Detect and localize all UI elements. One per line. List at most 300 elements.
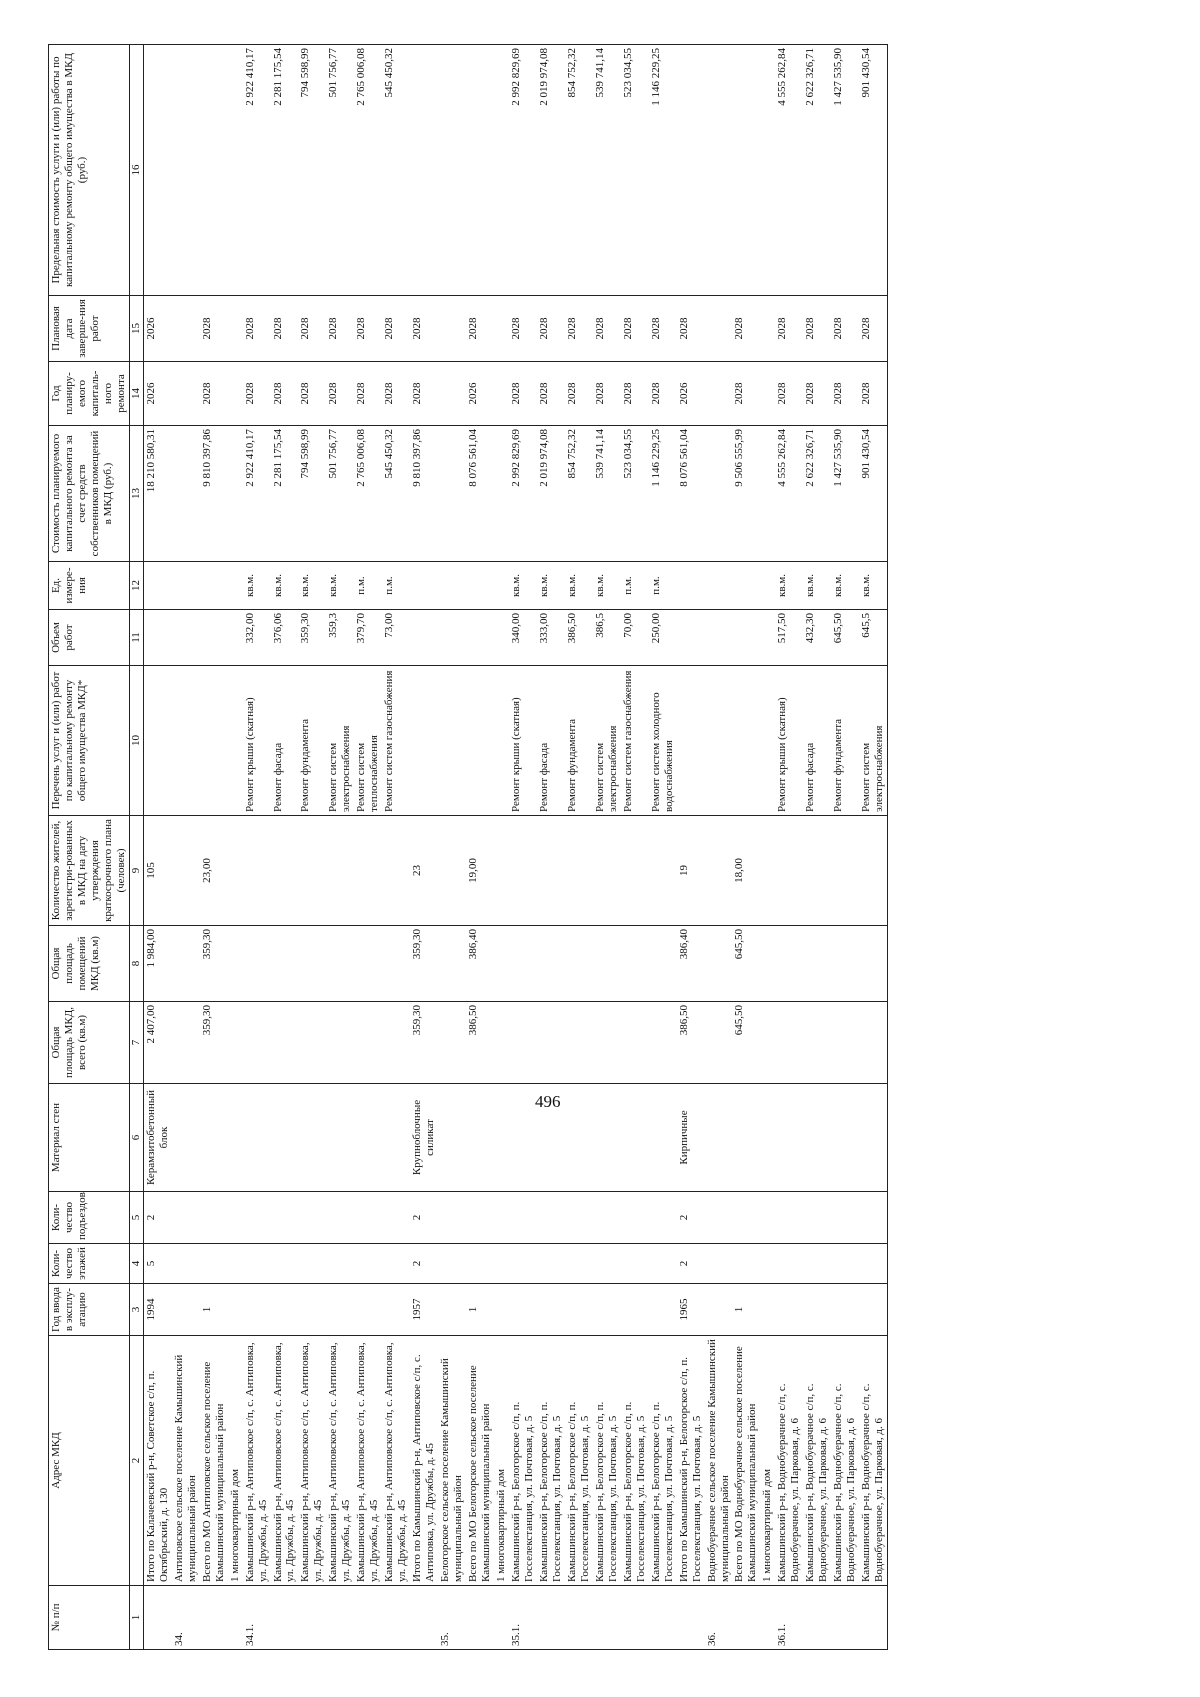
residents-cell	[593, 816, 621, 926]
wall-material-cell	[831, 1084, 859, 1192]
total-area-cell: 2 407,00	[143, 1002, 171, 1084]
table-row	[228, 45, 243, 1650]
residents-cell	[705, 816, 733, 926]
entrances-cell	[271, 1192, 299, 1244]
row-number-cell	[354, 1586, 382, 1650]
premises-area-cell	[243, 926, 271, 1002]
residents-cell	[298, 816, 326, 926]
unit-cell: кв.м.	[803, 562, 831, 610]
row-number-cell	[859, 1586, 887, 1650]
planned-cost-cell: 539 741,14	[593, 426, 621, 562]
entrances-cell	[565, 1192, 593, 1244]
address-cell: Камышинский р-н, Антиповское с/п, с. Антиповка, ул. Дружбы, д. 45	[326, 1336, 354, 1586]
floors-cell	[271, 1244, 299, 1284]
header-cell: Коли-чество этажей	[49, 1244, 130, 1284]
table-row	[410, 45, 438, 1650]
work-volume-cell	[143, 610, 171, 666]
unit-cell: кв.м.	[831, 562, 859, 610]
year-built-cell	[494, 1284, 509, 1336]
row-number-cell: 36.1.	[775, 1586, 803, 1650]
row-number-cell	[831, 1586, 859, 1650]
repair-year-cell: 2026	[143, 362, 171, 426]
wall-material-cell	[200, 1084, 228, 1192]
repair-year-cell: 2028	[732, 362, 760, 426]
work-type-cell	[228, 666, 243, 816]
unit-cell: кв.м.	[243, 562, 271, 610]
total-area-cell	[859, 1002, 887, 1084]
completion-date-cell: 2028	[354, 296, 382, 362]
max-cost-cell	[732, 45, 760, 296]
row-number-cell	[326, 1586, 354, 1650]
planned-cost-cell: 2 922 410,17	[243, 426, 271, 562]
premises-area-cell	[271, 926, 299, 1002]
planned-cost-cell: 2 019 974,08	[537, 426, 565, 562]
residents-cell: 19	[677, 816, 705, 926]
row-number-cell	[200, 1586, 228, 1650]
floors-cell	[621, 1244, 649, 1284]
planned-cost-cell	[438, 426, 466, 562]
table-row	[537, 45, 565, 1650]
year-built-cell	[621, 1284, 649, 1336]
residents-cell	[537, 816, 565, 926]
max-cost-cell: 539 741,14	[593, 45, 621, 296]
work-type-cell	[677, 666, 705, 816]
unit-cell	[200, 562, 228, 610]
total-area-cell	[621, 1002, 649, 1084]
unit-cell: п.м.	[621, 562, 649, 610]
work-type-cell	[172, 666, 200, 816]
premises-area-cell	[775, 926, 803, 1002]
floors-cell	[732, 1244, 760, 1284]
planned-cost-cell: 854 752,32	[565, 426, 593, 562]
premises-area-cell	[831, 926, 859, 1002]
header-cell: Предельная стоимость услуги и (или) работы по капитальному ремонту общего имущества в МКД (руб.)	[49, 45, 130, 296]
unit-cell: кв.м.	[593, 562, 621, 610]
premises-area-cell	[621, 926, 649, 1002]
year-built-cell	[271, 1284, 299, 1336]
row-number-cell	[143, 1586, 171, 1650]
unit-cell	[143, 562, 171, 610]
floors-cell	[831, 1244, 859, 1284]
residents-cell	[243, 816, 271, 926]
entrances-cell	[326, 1192, 354, 1244]
total-area-cell	[509, 1002, 537, 1084]
year-built-cell	[243, 1284, 271, 1336]
work-type-cell	[143, 666, 171, 816]
address-cell: Белогорское сельское поселение Камышинский муниципальный район	[438, 1336, 466, 1586]
total-area-cell	[243, 1002, 271, 1084]
table-row	[438, 45, 466, 1650]
floors-cell	[494, 1244, 509, 1284]
max-cost-cell	[705, 45, 733, 296]
max-cost-cell	[494, 45, 509, 296]
year-built-cell	[859, 1284, 887, 1336]
work-volume-cell: 359,30	[298, 610, 326, 666]
planned-cost-cell: 9 810 397,86	[200, 426, 228, 562]
row-number-cell	[677, 1586, 705, 1650]
row-number-cell	[803, 1586, 831, 1650]
total-area-cell	[649, 1002, 677, 1084]
wall-material-cell	[859, 1084, 887, 1192]
total-area-cell: 386,50	[466, 1002, 494, 1084]
column-number: 9	[129, 816, 143, 926]
total-area-cell	[775, 1002, 803, 1084]
floors-cell	[859, 1244, 887, 1284]
row-number-cell	[466, 1586, 494, 1650]
entrances-cell	[803, 1192, 831, 1244]
row-number-cell	[298, 1586, 326, 1650]
header-cell: Ед. измере-ния	[49, 562, 130, 610]
completion-date-cell: 2028	[593, 296, 621, 362]
premises-area-cell	[509, 926, 537, 1002]
address-cell: Камышинский р-н, Воднобуерачное с/п, с. Воднобуерачное, ул. Парковая, д. 6	[803, 1336, 831, 1586]
total-area-cell	[271, 1002, 299, 1084]
planned-cost-cell: 501 756,77	[326, 426, 354, 562]
total-area-cell	[382, 1002, 410, 1084]
completion-date-cell	[228, 296, 243, 362]
repair-year-cell: 2028	[271, 362, 299, 426]
address-cell: Камышинский р-н, Белогорское с/п, п. Госселекстанция, ул. Почтовая, д. 5	[509, 1336, 537, 1586]
year-built-cell	[228, 1284, 243, 1336]
max-cost-cell: 854 752,32	[565, 45, 593, 296]
year-built-cell: 1	[732, 1284, 760, 1336]
planned-cost-cell: 9 506 555,99	[732, 426, 760, 562]
max-cost-cell	[228, 45, 243, 296]
wall-material-cell	[466, 1084, 494, 1192]
work-volume-cell: 376,06	[271, 610, 299, 666]
max-cost-cell: 2 281 175,54	[271, 45, 299, 296]
completion-date-cell: 2028	[831, 296, 859, 362]
work-type-cell: Ремонт крыши (скатная)	[243, 666, 271, 816]
residents-cell	[382, 816, 410, 926]
premises-area-cell	[228, 926, 243, 1002]
year-built-cell: 1994	[143, 1284, 171, 1336]
floors-cell	[228, 1244, 243, 1284]
floors-cell	[298, 1244, 326, 1284]
residents-cell	[760, 816, 775, 926]
address-cell: Камышинский р-н, Белогорское с/п, п. Госселекстанция, ул. Почтовая, д. 5	[565, 1336, 593, 1586]
floors-cell	[509, 1244, 537, 1284]
entrances-cell	[649, 1192, 677, 1244]
row-number-cell: 35.	[438, 1586, 466, 1650]
address-cell: Всего по МО Антиповское сельское поселение Камышинский муниципальный район	[200, 1336, 228, 1586]
residents-cell	[271, 816, 299, 926]
unit-cell: кв.м.	[509, 562, 537, 610]
wall-material-cell	[382, 1084, 410, 1192]
table-row	[494, 45, 509, 1650]
residents-cell	[354, 816, 382, 926]
work-volume-cell: 379,70	[354, 610, 382, 666]
completion-date-cell: 2028	[649, 296, 677, 362]
residents-cell: 23,00	[200, 816, 228, 926]
work-volume-cell: 386,50	[565, 610, 593, 666]
unit-cell: п.м.	[354, 562, 382, 610]
total-area-cell	[803, 1002, 831, 1084]
column-number: 15	[129, 296, 143, 362]
work-type-cell: Ремонт крыши (скатная)	[509, 666, 537, 816]
floors-cell: 5	[143, 1244, 171, 1284]
work-volume-cell	[494, 610, 509, 666]
header-cell: Материал стен	[49, 1084, 130, 1192]
total-area-cell: 386,50	[677, 1002, 705, 1084]
planned-cost-cell: 8 076 561,04	[677, 426, 705, 562]
wall-material-cell	[803, 1084, 831, 1192]
repair-year-cell: 2028	[243, 362, 271, 426]
floors-cell	[775, 1244, 803, 1284]
year-built-cell	[298, 1284, 326, 1336]
work-volume-cell	[410, 610, 438, 666]
entrances-cell	[243, 1192, 271, 1244]
year-built-cell	[172, 1284, 200, 1336]
work-type-cell: Ремонт фасада	[537, 666, 565, 816]
repair-year-cell: 2028	[537, 362, 565, 426]
year-built-cell: 1	[466, 1284, 494, 1336]
max-cost-cell: 2 922 410,17	[243, 45, 271, 296]
wall-material-cell	[775, 1084, 803, 1192]
column-number: 5	[129, 1192, 143, 1244]
premises-area-cell	[298, 926, 326, 1002]
completion-date-cell: 2028	[775, 296, 803, 362]
premises-area-cell	[382, 926, 410, 1002]
work-type-cell: Ремонт фасада	[803, 666, 831, 816]
total-area-cell: 359,30	[410, 1002, 438, 1084]
entrances-cell	[621, 1192, 649, 1244]
repair-year-cell: 2028	[649, 362, 677, 426]
premises-area-cell	[649, 926, 677, 1002]
unit-cell: кв.м.	[537, 562, 565, 610]
total-area-cell	[831, 1002, 859, 1084]
work-volume-cell: 645,50	[831, 610, 859, 666]
year-built-cell: 1	[200, 1284, 228, 1336]
work-type-cell: Ремонт фундамента	[831, 666, 859, 816]
planned-cost-cell: 1 146 229,25	[649, 426, 677, 562]
residents-cell	[509, 816, 537, 926]
address-cell: Камышинский р-н, Антиповское с/п, с. Антиповка, ул. Дружбы, д. 45	[382, 1336, 410, 1586]
planned-cost-cell: 18 210 580,31	[143, 426, 171, 562]
year-built-cell	[326, 1284, 354, 1336]
planned-cost-cell: 2 765 006,08	[354, 426, 382, 562]
unit-cell	[494, 562, 509, 610]
premises-area-cell: 386,40	[677, 926, 705, 1002]
year-built-cell	[775, 1284, 803, 1336]
year-built-cell	[354, 1284, 382, 1336]
entrances-cell	[859, 1192, 887, 1244]
table-row	[509, 45, 537, 1650]
work-type-cell: Ремонт фасада	[271, 666, 299, 816]
entrances-cell	[298, 1192, 326, 1244]
planned-cost-cell: 9 810 397,86	[410, 426, 438, 562]
max-cost-cell: 2 992 829,69	[509, 45, 537, 296]
floors-cell: 2	[410, 1244, 438, 1284]
entrances-cell: 2	[143, 1192, 171, 1244]
work-type-cell	[705, 666, 733, 816]
table-row	[565, 45, 593, 1650]
completion-date-cell: 2028	[803, 296, 831, 362]
repair-year-cell: 2026	[677, 362, 705, 426]
header-cell: Коли-чество подъездов	[49, 1192, 130, 1244]
total-area-cell	[537, 1002, 565, 1084]
entrances-cell	[593, 1192, 621, 1244]
total-area-cell	[172, 1002, 200, 1084]
repair-year-cell: 2028	[593, 362, 621, 426]
unit-cell: п.м.	[649, 562, 677, 610]
wall-material-cell	[243, 1084, 271, 1192]
work-volume-cell: 359,3	[326, 610, 354, 666]
repair-year-cell: 2028	[298, 362, 326, 426]
address-cell: 1 многоквартирный дом	[760, 1336, 775, 1586]
work-volume-cell: 386,5	[593, 610, 621, 666]
floors-cell	[382, 1244, 410, 1284]
repair-year-cell: 2028	[831, 362, 859, 426]
entrances-cell	[509, 1192, 537, 1244]
total-area-cell	[298, 1002, 326, 1084]
table-row	[326, 45, 354, 1650]
floors-cell	[565, 1244, 593, 1284]
column-number: 2	[129, 1336, 143, 1586]
address-cell: Воднобуерачное сельское поселение Камышинский муниципальный район	[705, 1336, 733, 1586]
unit-cell	[705, 562, 733, 610]
entrances-cell	[732, 1192, 760, 1244]
table-row	[298, 45, 326, 1650]
completion-date-cell: 2028	[677, 296, 705, 362]
work-type-cell	[466, 666, 494, 816]
capital-repair-table	[48, 44, 888, 1650]
table-row	[775, 45, 803, 1650]
repair-year-cell: 2028	[859, 362, 887, 426]
completion-date-cell: 2026	[143, 296, 171, 362]
completion-date-cell: 2028	[565, 296, 593, 362]
header-cell: № п/п	[49, 1586, 130, 1650]
residents-cell: 18,00	[732, 816, 760, 926]
column-number: 7	[129, 1002, 143, 1084]
floors-cell	[537, 1244, 565, 1284]
residents-cell: 105	[143, 816, 171, 926]
row-number-cell	[732, 1586, 760, 1650]
work-type-cell: Ремонт систем электроснабжения	[326, 666, 354, 816]
row-number-cell	[228, 1586, 243, 1650]
repair-year-cell	[228, 362, 243, 426]
repair-year-cell: 2028	[621, 362, 649, 426]
completion-date-cell: 2028	[200, 296, 228, 362]
residents-cell	[565, 816, 593, 926]
address-cell: Камышинский р-н, Белогорское с/п, п. Госселекстанция, ул. Почтовая, д. 5	[593, 1336, 621, 1586]
entrances-cell	[466, 1192, 494, 1244]
residents-cell: 23	[410, 816, 438, 926]
residents-cell	[172, 816, 200, 926]
unit-cell	[410, 562, 438, 610]
repair-year-cell: 2028	[803, 362, 831, 426]
completion-date-cell	[760, 296, 775, 362]
year-built-cell	[649, 1284, 677, 1336]
entrances-cell: 2	[677, 1192, 705, 1244]
table-row	[760, 45, 775, 1650]
column-number: 10	[129, 666, 143, 816]
floors-cell	[760, 1244, 775, 1284]
address-cell: Камышинский р-н, Воднобуерачное с/п, с. Воднобуерачное, ул. Парковая, д. 6	[859, 1336, 887, 1586]
column-number: 8	[129, 926, 143, 1002]
work-type-cell: Ремонт фундамента	[565, 666, 593, 816]
address-cell: Камышинский р-н, Воднобуерачное с/п, с. Воднобуерачное, ул. Парковая, д. 6	[831, 1336, 859, 1586]
repair-year-cell	[760, 362, 775, 426]
year-built-cell	[537, 1284, 565, 1336]
work-volume-cell: 517,50	[775, 610, 803, 666]
work-type-cell	[438, 666, 466, 816]
table-row	[859, 45, 887, 1650]
work-type-cell	[200, 666, 228, 816]
unit-cell: кв.м.	[775, 562, 803, 610]
work-type-cell: Ремонт систем газоснабжения	[382, 666, 410, 816]
total-area-cell: 359,30	[200, 1002, 228, 1084]
planned-cost-cell: 794 598,99	[298, 426, 326, 562]
repair-year-cell	[494, 362, 509, 426]
residents-cell	[228, 816, 243, 926]
address-cell: Камышинский р-н, Антиповское с/п, с. Антиповка, ул. Дружбы, д. 45	[243, 1336, 271, 1586]
max-cost-cell: 545 450,32	[382, 45, 410, 296]
wall-material-cell	[509, 1084, 537, 1192]
year-built-cell	[760, 1284, 775, 1336]
table-row	[649, 45, 677, 1650]
premises-area-cell	[537, 926, 565, 1002]
column-number: 6	[129, 1084, 143, 1192]
entrances-cell	[494, 1192, 509, 1244]
max-cost-cell: 523 034,55	[621, 45, 649, 296]
table-row	[271, 45, 299, 1650]
header-cell: Объем работ	[49, 610, 130, 666]
table-row	[466, 45, 494, 1650]
completion-date-cell: 2028	[243, 296, 271, 362]
floors-cell: 2	[677, 1244, 705, 1284]
premises-area-cell: 359,30	[410, 926, 438, 1002]
wall-material-cell	[494, 1084, 509, 1192]
wall-material-cell	[326, 1084, 354, 1192]
repair-year-cell	[705, 362, 733, 426]
floors-cell	[466, 1244, 494, 1284]
max-cost-cell: 2 019 974,08	[537, 45, 565, 296]
table-row	[143, 45, 171, 1650]
work-volume-cell	[732, 610, 760, 666]
wall-material-cell: Крупноблочные силикат	[410, 1084, 438, 1192]
work-volume-cell: 333,00	[537, 610, 565, 666]
repair-year-cell: 2028	[410, 362, 438, 426]
entrances-cell: 2	[410, 1192, 438, 1244]
planned-cost-cell: 2 281 175,54	[271, 426, 299, 562]
unit-cell	[172, 562, 200, 610]
work-volume-cell	[705, 610, 733, 666]
column-number: 11	[129, 610, 143, 666]
premises-area-cell: 645,50	[732, 926, 760, 1002]
planned-cost-cell: 4 555 262,84	[775, 426, 803, 562]
max-cost-cell: 2 622 326,71	[803, 45, 831, 296]
wall-material-cell	[298, 1084, 326, 1192]
repair-year-cell	[438, 362, 466, 426]
table-row	[621, 45, 649, 1650]
repair-year-cell	[172, 362, 200, 426]
year-built-cell	[831, 1284, 859, 1336]
completion-date-cell: 2028	[537, 296, 565, 362]
table-row	[382, 45, 410, 1650]
year-built-cell: 1957	[410, 1284, 438, 1336]
completion-date-cell	[705, 296, 733, 362]
unit-cell	[466, 562, 494, 610]
floors-cell	[354, 1244, 382, 1284]
column-number: 1	[129, 1586, 143, 1650]
premises-area-cell	[172, 926, 200, 1002]
repair-year-cell: 2028	[200, 362, 228, 426]
year-built-cell	[593, 1284, 621, 1336]
wall-material-cell	[732, 1084, 760, 1192]
planned-cost-cell: 2 992 829,69	[509, 426, 537, 562]
header-cell: Год планиру-емого капиталь-ного ремонта	[49, 362, 130, 426]
